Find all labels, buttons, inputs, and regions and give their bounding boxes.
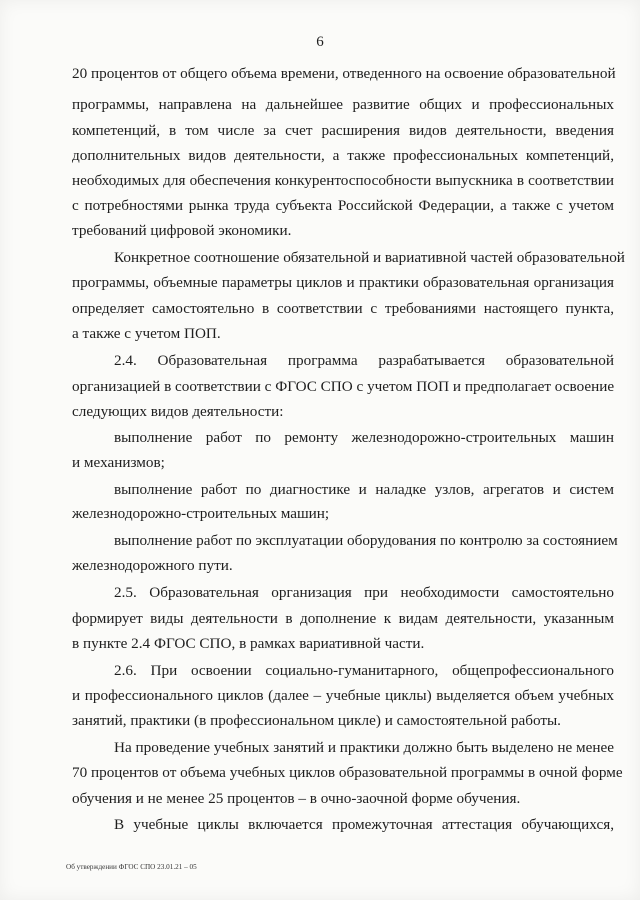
text-line: 2.4. Образовательная программа разрабатывается образовательной xyxy=(114,352,614,369)
text-line: 2.5. Образовательная организация при необходимости самостоятельно xyxy=(114,584,614,601)
text-line: 2.6. При освоении социально-гуманитарного, общепрофессионального xyxy=(114,662,614,679)
text-line: необходимых для обеспечения конкурентоспособности выпускника в соответствии xyxy=(72,172,614,189)
text-line: с потребностями рынка труда субъекта Российской Федерации, а также с учетом xyxy=(72,197,614,214)
text-line: выполнение работ по диагностике и наладке узлов, агрегатов и систем xyxy=(114,481,614,498)
text-line: и профессионального циклов (далее – учебные циклы) выделяется объем учебных xyxy=(72,687,614,704)
text-line: требований цифровой экономики. xyxy=(72,222,292,239)
text-line: определяет самостоятельно в соответствии с требованиями настоящего пункта, xyxy=(72,300,614,317)
text-line: в пункте 2.4 ФГОС СПО, в рамках вариативной части. xyxy=(72,635,425,652)
text-line: Конкретное соотношение обязательной и вариативной частей образовательной xyxy=(114,249,625,266)
text-line: и механизмов; xyxy=(72,454,165,471)
text-line: формирует виды деятельности в дополнение к видам деятельности, указанным xyxy=(72,610,614,627)
text-line: компетенций, в том числе за счет расширения видов деятельности, введения xyxy=(72,122,614,139)
text-line: В учебные циклы включается промежуточная аттестация обучающихся, xyxy=(114,816,614,833)
page-number: 6 xyxy=(316,34,324,50)
text-line: занятий, практики (в профессиональном цикле) и самостоятельной работы. xyxy=(72,712,561,729)
text-line: железнодорожно-строительных машин; xyxy=(72,505,330,522)
text-line: а также с учетом ПОП. xyxy=(72,325,221,342)
text-line: следующих видов деятельности: xyxy=(72,403,284,420)
text-line: обучения и не менее 25 процентов – в очно-заочной форме обучения. xyxy=(72,790,521,807)
text-line: 70 процентов от объема учебных циклов образовательной программы в очной форме xyxy=(72,764,623,781)
text-line: дополнительных видов деятельности, а также профессиональных компетенций, xyxy=(72,147,614,164)
text-line: На проведение учебных занятий и практики должно быть выделено не менее xyxy=(114,739,614,756)
text-line: программы, объемные параметры циклов и практики образовательная организация xyxy=(72,274,614,291)
text-line: организацией в соответствии с ФГОС СПО с учетом ПОП и предполагает освоение xyxy=(72,378,615,395)
text-line: программы, направлена на дальнейшее развитие общих и профессиональных xyxy=(72,96,614,113)
text-line: выполнение работ по ремонту железнодорожно-строительных машин xyxy=(114,429,614,446)
text-line: железнодорожного пути. xyxy=(72,557,233,574)
text-line: 20 процентов от общего объема времени, отведенного на освоение образовательной xyxy=(72,65,616,82)
text-line: выполнение работ по эксплуатации оборудования по контролю за состоянием xyxy=(114,532,618,549)
footer-document-reference: Об утверждении ФГОС СПО 23.01.21 – 05 xyxy=(66,863,197,871)
